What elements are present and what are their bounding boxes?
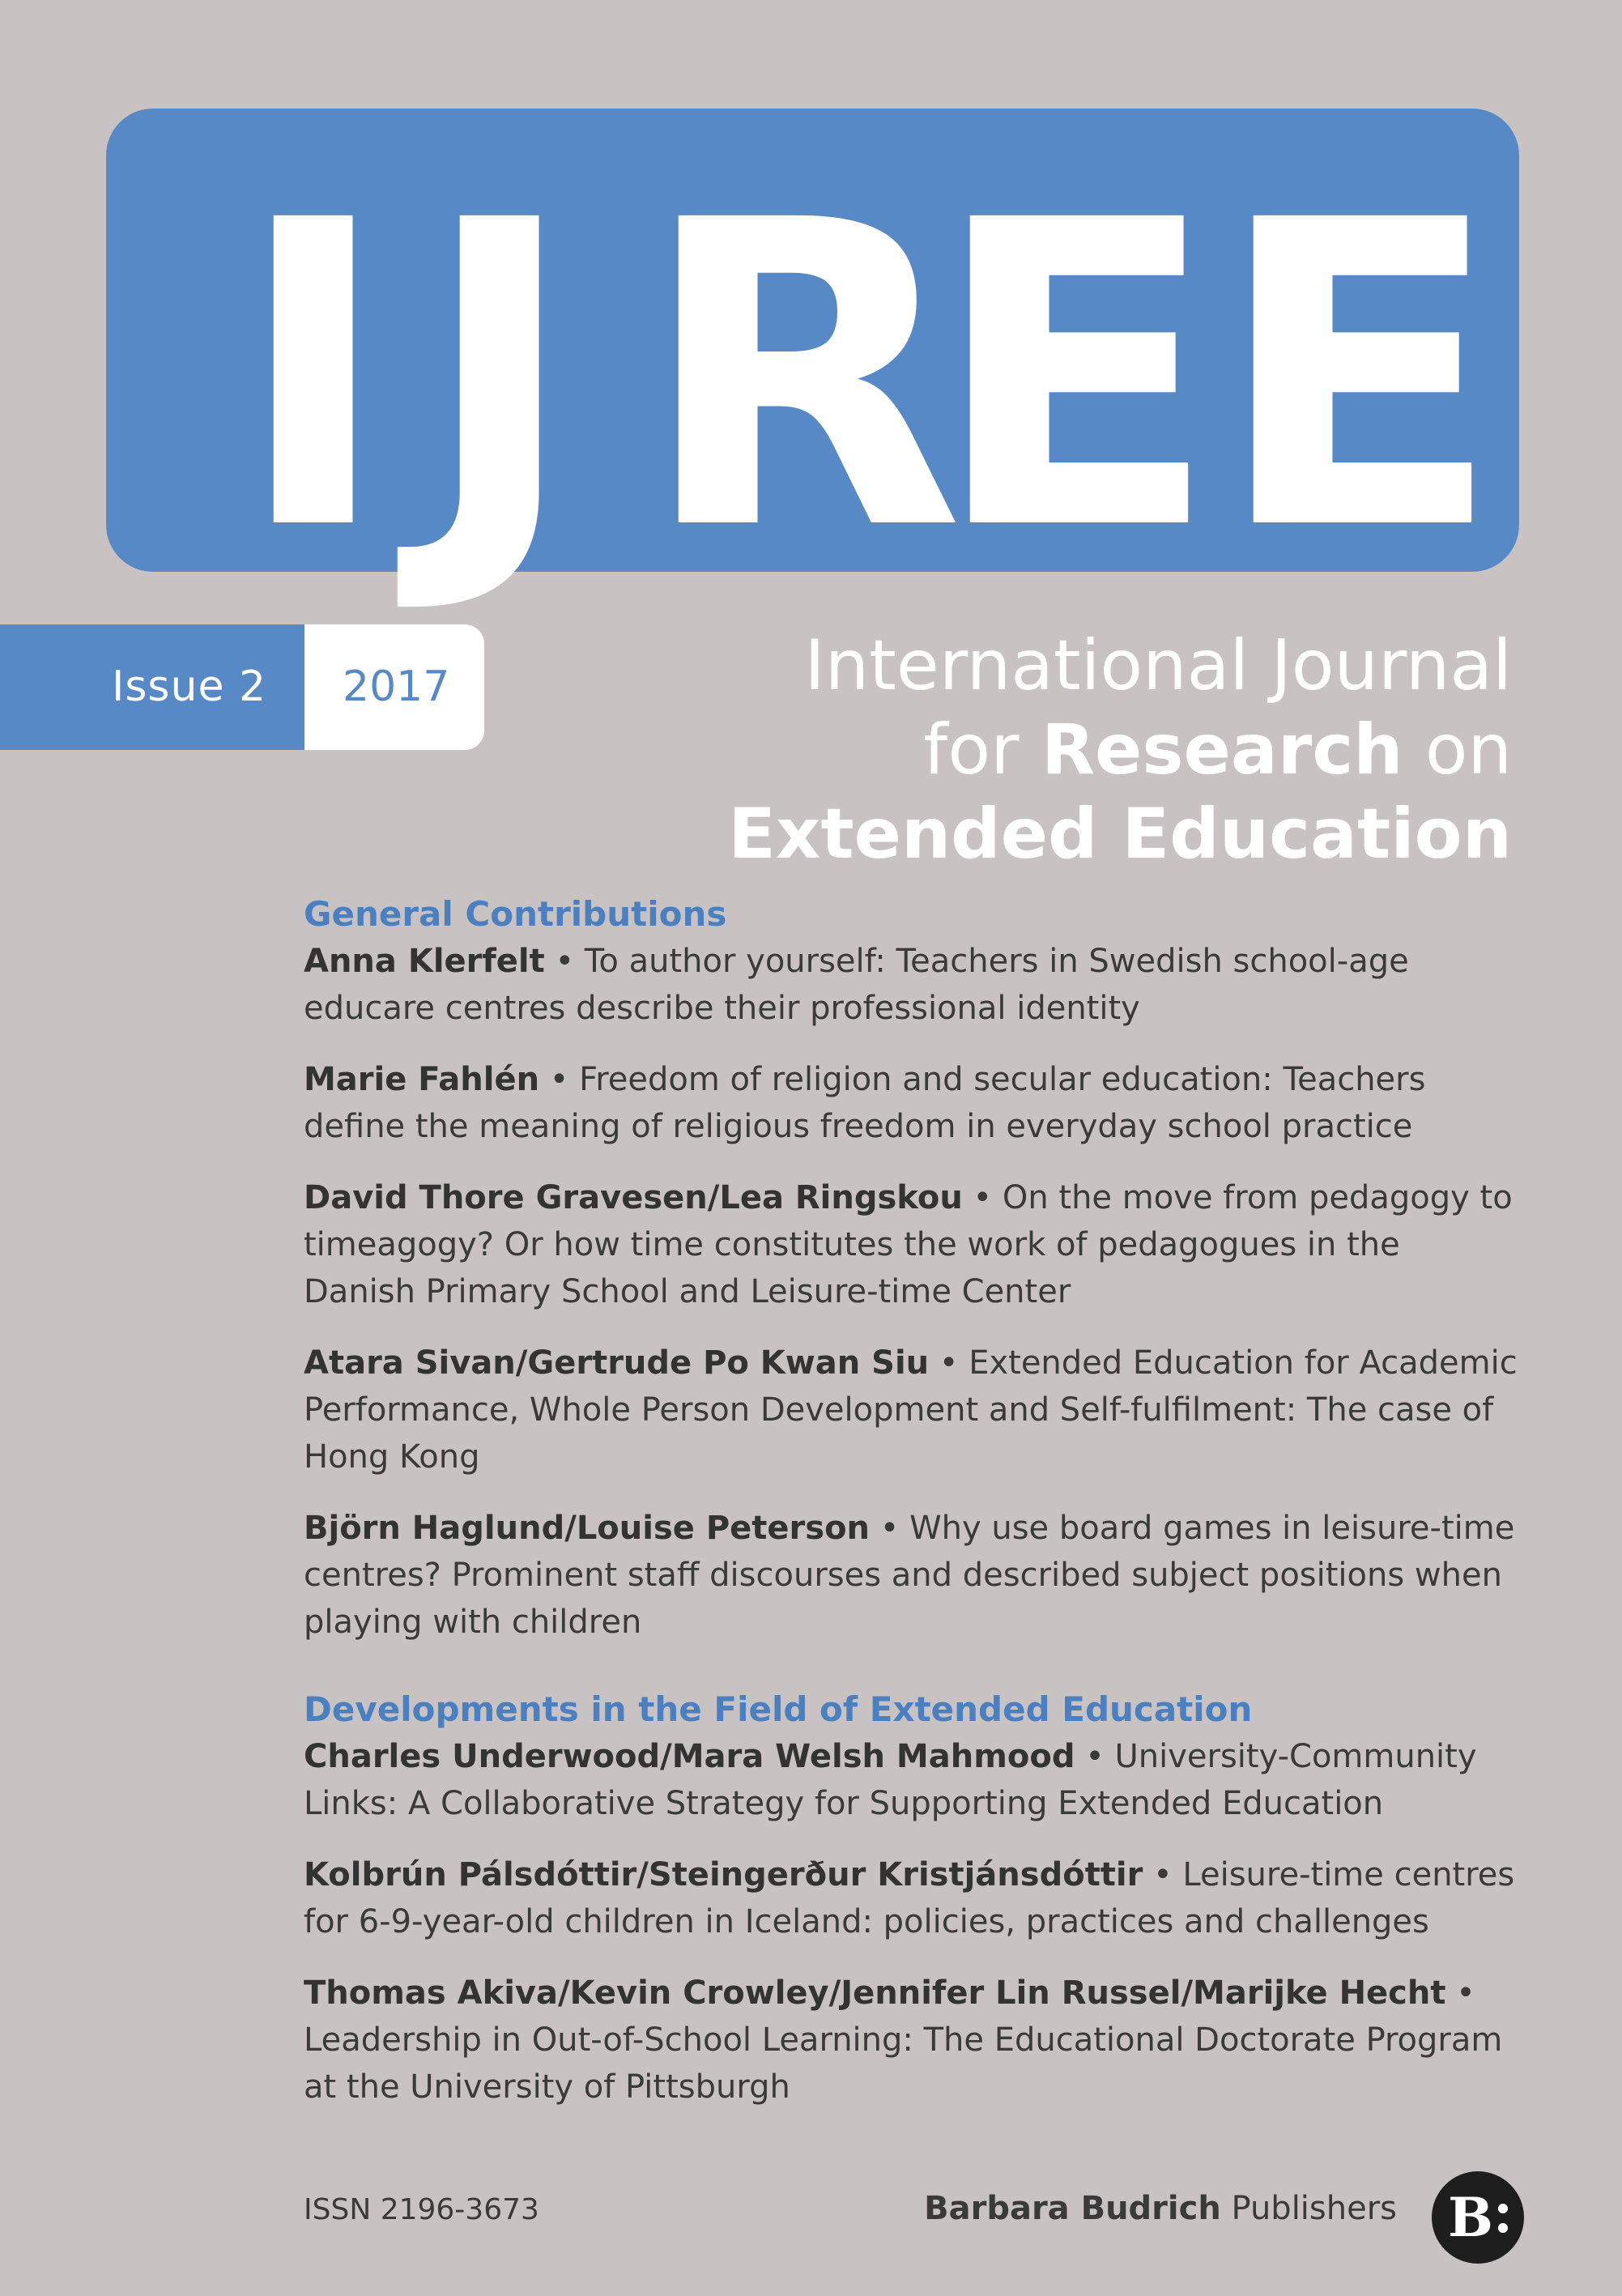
journal-title-line1: International Journal xyxy=(804,625,1512,706)
journal-title xyxy=(702,624,1512,876)
section-heading: Developments in the Field of Extended Education xyxy=(304,1689,1253,1729)
toc-entry: Kolbrún Pálsdóttir/Steingerður Kristjánsdóttir • Leisure-time centres for 6-9-year-old children in Iceland: policies, practices and challenges xyxy=(304,1856,1515,1940)
logo-letter-r: R xyxy=(640,131,964,622)
section-developments xyxy=(304,1686,1518,2111)
section-heading: General Contributions xyxy=(304,894,727,934)
toc-entry: Thomas Akiva/Kevin Crowley/Jennifer Lin Russel/Marijke Hecht • Leadership in Out-of-School Learning: The Educational Doctorate Program at the University of Pittsburgh xyxy=(304,1974,1503,2106)
table-of-contents xyxy=(304,891,1518,2135)
toc-entry: Anna Klerfelt • To author yourself: Teachers in Swedish school-age educare centres describe their professional identity xyxy=(304,943,1409,1027)
section-general-contributions xyxy=(304,891,1518,1646)
toc-entry: Björn Haglund/Louise Peterson • Why use board games in leisure-time centres? Prominent staff discourses and described subject positions when playing with children xyxy=(304,1510,1515,1641)
toc-entry: David Thore Gravesen/Lea Ringskou • On the move from pedagogy to timeagogy? Or how time constitutes the work of pedagogues in the Danish Primary School and Leisure-time Center xyxy=(304,1179,1513,1310)
journal-title-line2: for Research on xyxy=(923,709,1512,790)
issue-year: 2017 xyxy=(343,662,450,711)
publisher-name: Barbara Budrich Publishers xyxy=(924,2190,1397,2227)
svg-text:B: B xyxy=(1448,2186,1493,2249)
toc-entry: Atara Sivan/Gertrude Po Kwan Siu • Extended Education for Academic Performance, Whole Person Development and Self-fulfilment: The case of Hong Kong xyxy=(304,1344,1518,1476)
logo-letter-j: J xyxy=(421,131,578,622)
issue-number: Issue 2 xyxy=(112,662,267,711)
logo-letter-i: I xyxy=(235,131,392,622)
publisher-logo-icon xyxy=(1430,2170,1526,2265)
toc-entry: Charles Underwood/Mara Welsh Mahmood • University-Community Links: A Collaborative Strategy for Supporting Extended Education xyxy=(304,1738,1477,1822)
logo-letter-e1: E xyxy=(931,131,1220,622)
issn: ISSN 2196-3673 xyxy=(304,2193,539,2226)
journal-title-line3: Extended Education xyxy=(728,794,1512,875)
logo-letter-e2: E xyxy=(1215,131,1503,622)
toc-entry: Marie Fahlén • Freedom of religion and secular education: Teachers define the meaning of religious freedom in everyday school practice xyxy=(304,1061,1426,1145)
